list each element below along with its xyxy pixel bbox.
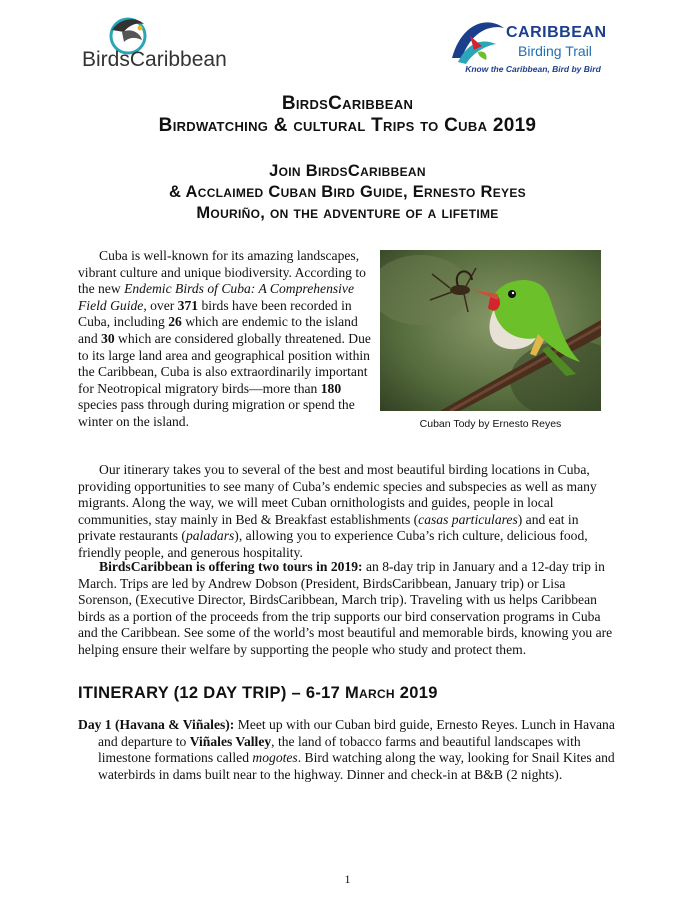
logo-right-tagline: Know the Caribbean, Bird by Bird — [465, 64, 601, 74]
photo-caption: Cuban Tody by Ernesto Reyes — [419, 418, 562, 430]
logo-right-caribbean-text: CARIBBEAN — [506, 24, 607, 41]
bird-count-total: 371 — [177, 297, 199, 313]
casas-particulares-term: casas particulares — [418, 511, 518, 527]
cuban-tody-photo — [380, 250, 601, 411]
intro-text-1: Cuba is well-known for its amazing landscapes, vibrant culture and unique biodiversity. According to the new — [78, 248, 366, 297]
tours-offer-lead: BirdsCaribbean is offering two tours in 2019: — [99, 559, 363, 574]
day-1-text-5: . Bird watching along the way, looking for Snail Kites and waterbirds in dams built near to the highway. Dinner and check-in at B&B (2 nights). — [98, 750, 615, 782]
page-title — [0, 93, 695, 137]
page-subtitle — [0, 161, 695, 224]
subtitle-line-2: & Acclaimed Cuban Bird Guide, Ernesto Reyes — [169, 183, 526, 201]
itinerary-heading: ITINERARY (12 DAY TRIP) – 6-17 March 2019 — [78, 684, 438, 702]
subtitle-line-3: Mouriño, on the adventure of a lifetime — [196, 204, 499, 222]
bird-count-migratory: 180 — [320, 380, 342, 396]
birdscaribbean-logo — [78, 14, 238, 74]
intro-paragraph — [78, 248, 372, 431]
subtitle-line-1: Join BirdsCaribbean — [269, 162, 426, 180]
para2-text-5: ), allowing you to experience Cuba’s rich culture, delicious food, friendly people, and generous hospitality. — [78, 528, 588, 560]
tours-paragraph — [78, 559, 618, 659]
title-line-1: BirdsCaribbean — [281, 93, 414, 114]
bird-count-endemic: 26 — [168, 314, 182, 330]
intro-text-7: which are endemic to the island and — [78, 314, 358, 346]
para2-text-1: Our itinerary takes you to several of the best and most beautiful birding locations in Cuba, providing opportunities to see many of Cuba’s endemic species and subspecies as well as many migrants. Along the way, we will meet Cuban ornithologists and guides, people in local communities, stay mainly in Bed & Breakfast establishments ( — [78, 462, 597, 527]
para2-text-3: ) and eat in private restaurants ( — [78, 511, 579, 544]
logo-left-caribbean-text: Caribbean — [129, 48, 227, 71]
day-1-entry — [78, 717, 618, 783]
day-1-label: Day 1 (Havana & Viñales): — [78, 717, 235, 732]
field-guide-title: Endemic Birds of Cuba: A Comprehensive Field Guide — [78, 281, 354, 313]
bird-count-threatened: 30 — [101, 330, 115, 346]
itinerary-overview-paragraph — [78, 462, 618, 562]
intro-text-3: , over — [143, 297, 178, 313]
logo-left-birds-text: Birds — [82, 48, 130, 71]
mogotes-term: mogotes — [252, 750, 298, 766]
day-1-text-1: Meet up with our Cuban bird guide, Ernesto Reyes. Lunch in Havana and departure to — [98, 717, 615, 749]
tours-offer-text: an 8-day trip in January and a 12-day trip in March. Trips are led by Andrew Dobson (President, BirdsCaribbean, January trip) or Lisa Sorenson, (Executive Director, BirdsCaribbean, March trip). Traveling with us helps Caribbean birds as a portion of the proceeds from the trip supports our bird conservation programs in Cuba and the Caribbean. See some of the world’s most beautiful and memorable birds, knowing you are helping ensure their welfare by supporting the people who study and protect them. — [78, 559, 613, 657]
birding-trail-hummingbird-icon — [448, 16, 508, 68]
intro-text-9: which are considered globally threatened. Due to its large land area and geographical position within the Caribbean, Cuba is also extraordinarily important for Neotropical migratory birds—more than — [78, 330, 371, 396]
bird-photo-icon — [380, 250, 601, 411]
logo-right-birding-trail-text: Birding Trail — [518, 43, 592, 59]
intro-text-5: birds have been recorded in Cuba, including — [78, 297, 352, 330]
day-1-text-3: , the land of tobacco farms and beautiful landscapes with limestone formations called — [98, 733, 581, 766]
paladars-term: paladars — [185, 528, 235, 544]
page-number: 1 — [344, 872, 351, 886]
intro-text-11: species pass through during migration or spend the winter on the island. — [78, 397, 355, 429]
caribbean-birding-trail-logo — [448, 14, 618, 80]
vinales-valley-term: Viñales Valley — [189, 733, 272, 749]
title-line-2: Birdwatching & cultural Trips to Cuba 2019 — [158, 115, 537, 136]
